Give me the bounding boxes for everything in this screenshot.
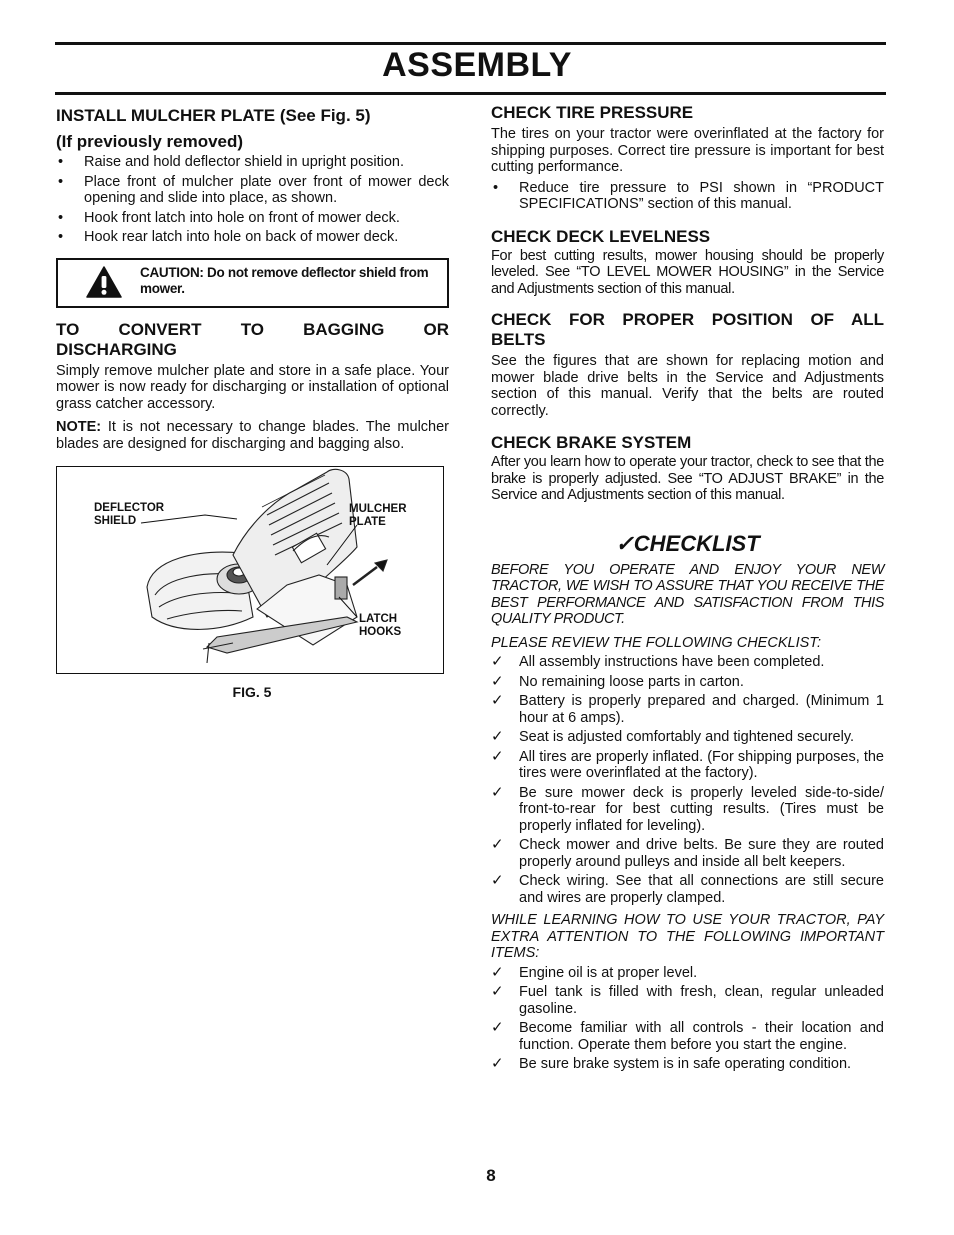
deck-heading: CHECK DECK LEVELNESS: [491, 226, 711, 246]
tire-bullets: [491, 180, 884, 213]
note-text: It is not necessary to change blades. The mulcher blades are designed for discharging and bagging also.: [56, 419, 449, 452]
convert-paragraph: Simply remove mulcher plate and store in a safe place. Your mower is now ready for discharging or installation of optional grass catcher accessory.: [56, 362, 449, 412]
label-latch-hooks: LATCH HOOKS: [359, 613, 402, 638]
list-item: ✓ Battery is properly prepared and charged. (Minimum 1 hour at 6 amps).: [491, 693, 884, 726]
install-heading: INSTALL MULCHER PLATE (See Fig. 5): [56, 106, 371, 125]
label-deflector-shield: DEFLECTOR SHIELD: [94, 502, 165, 527]
list-item: ✓ Seat is adjusted comfortably and tightened securely.: [491, 729, 884, 746]
caution-box: [56, 258, 449, 308]
tire-heading: CHECK TIRE PRESSURE: [491, 103, 694, 122]
checklist-review: PLEASE REVIEW THE FOLLOWING CHECKLIST:: [491, 634, 822, 651]
deck-paragraph: For best cutting results, mower housing should be properly leveled. See “TO LEVEL MOWER HOUSING” in the Service and Adjustments section of this manual.: [491, 247, 884, 297]
list-item: ✓ Check mower and drive belts. Be sure they are routed properly around pulleys and inside all belt keepers.: [491, 837, 884, 870]
list-item: ✓ All tires are properly inflated. (For shipping purposes, the tires were overinflated at the factory).: [491, 749, 884, 782]
tire-paragraph: The tires on your tractor were overinflated at the factory for shipping purposes. Correct tire pressure is important for best cutting performance.: [491, 126, 884, 175]
install-steps: [56, 154, 449, 246]
mower-deck-illustration: [57, 467, 443, 673]
right-column: [491, 102, 884, 1073]
install-subheading: (If previously removed): [56, 132, 244, 151]
brake-paragraph: After you learn how to operate your tractor, check to see that the brake is properly adjusted. See “TO ADJUST BRAKE” in the Service and Adjustments section of this manual.: [491, 454, 884, 503]
list-item: ✓ Fuel tank is filled with fresh, clean, regular unleaded gasoline.: [491, 984, 884, 1017]
top-rule: [55, 42, 886, 45]
warning-triangle-icon: [86, 266, 122, 298]
list-item: ✓ Be sure mower deck is properly leveled side-to-side/ front-to-rear for best cutting results. (Tires must be properly inflated for leveling).: [491, 785, 884, 835]
left-column: [56, 102, 449, 700]
note-paragraph: [56, 419, 449, 452]
figure-caption: FIG. 5: [232, 684, 272, 700]
label-mulcher-plate: MULCHER PLATE: [349, 503, 407, 528]
checklist-items: [491, 654, 884, 906]
checklist-learning: WHILE LEARNING HOW TO USE YOUR TRACTOR, PAY EXTRA ATTENTION TO THE FOLLOWING IMPORTANT ITEMS:: [491, 912, 884, 961]
checklist-intro: BEFORE YOU OPERATE AND ENJOY YOUR NEW TRACTOR, WE WISH TO ASSURE THAT YOU RECEIVE THE BEST PERFORMANCE AND SATISFACTION FROM THIS QUALITY PRODUCT.: [491, 561, 884, 627]
page-number: 8: [486, 1166, 496, 1185]
note-label: NOTE:: [56, 419, 102, 435]
belts-paragraph: See the figures that are shown for replacing motion and mower blade drive belts in the Service and Adjustments section of this manual. Verify that the belts are routed correctly.: [491, 353, 884, 419]
page-title: ASSEMBLY: [382, 46, 572, 84]
list-item: ✓ Check wiring. See that all connections are still secure and wires are properly clamped.: [491, 873, 884, 906]
title-rule: [55, 92, 886, 95]
checklist-heading: ✓CHECKLIST: [615, 530, 760, 556]
list-item: • Hook rear latch into hole on back of mower deck.: [56, 229, 449, 246]
brake-heading: CHECK BRAKE SYSTEM: [491, 433, 692, 452]
figure-5: [56, 466, 444, 674]
list-item: ✓ Engine oil is at proper level.: [491, 965, 884, 982]
list-item: ✓ All assembly instructions have been completed.: [491, 654, 884, 671]
list-item: • Hook front latch into hole on front of mower deck.: [56, 210, 449, 227]
list-item: • Place front of mulcher plate over front of mower deck opening and slide into place, as shown.: [56, 174, 449, 207]
belts-heading: CHECK FOR PROPER POSITION OF ALL BELTS: [491, 310, 884, 349]
list-item: ✓ No remaining loose parts in carton.: [491, 674, 884, 691]
caution-text: CAUTION: Do not remove deflector shield from mower.: [140, 264, 429, 296]
checklist-items-2: [491, 965, 884, 1073]
list-item: ✓ Be sure brake system is in safe operating condition.: [491, 1056, 884, 1073]
list-item: • Reduce tire pressure to PSI shown in “PRODUCT SPECIFICATIONS” section of this manual.: [491, 180, 884, 213]
list-item: ✓ Become familiar with all controls - their location and function. Operate them before you start the engine.: [491, 1020, 884, 1053]
list-item: • Raise and hold deflector shield in upright position.: [56, 154, 449, 171]
convert-heading: TO CONVERT TO BAGGING OR DISCHARGING: [56, 319, 449, 359]
